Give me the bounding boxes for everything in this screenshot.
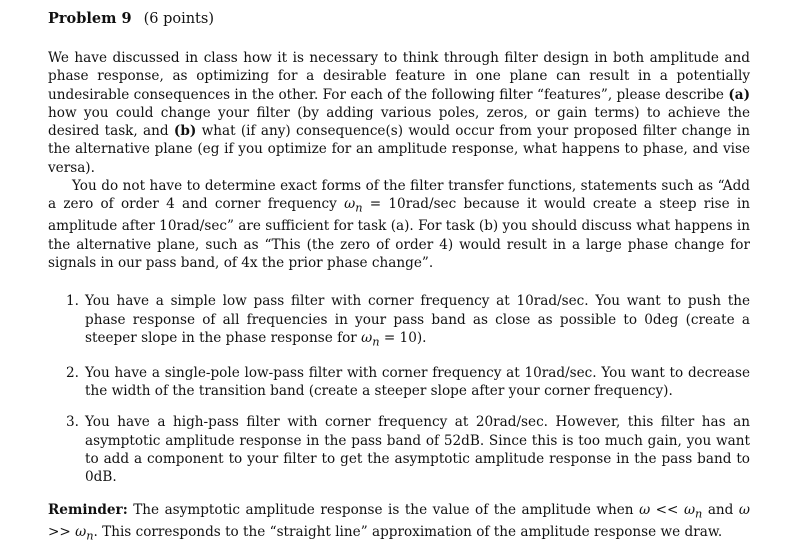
list-item-number: 2.: [66, 364, 79, 381]
task-a-label: (a): [728, 86, 750, 103]
omega-subscript: n: [355, 201, 363, 216]
omega-symbol: ω: [738, 501, 750, 518]
list-item: [48, 364, 750, 401]
list-item: [48, 413, 750, 486]
list-item-number: 3.: [66, 414, 79, 431]
omega-symbol: ω: [361, 329, 373, 346]
task-b-label: (b): [173, 123, 197, 140]
intro-text-part: how you could change your filter (by adding various poles, zeros, or gain terms) to achieve the desired task, and: [48, 104, 750, 140]
intro-text-part: what (if any) consequence(s) would occur from your proposed filter change in the alternative plane (eg if you optimize for an amplitude response, what happens to phase, and vise versa).: [48, 123, 750, 176]
problem-page: [48, 10, 750, 545]
omega-subscript: n: [372, 334, 380, 349]
problem-header: [48, 10, 750, 28]
instructions-text-part: You do not have to determine exact forms of the filter transfer functions, statements such as “Add a zero of order 4 and corner frequency: [48, 178, 750, 213]
reminder-text: . This corresponds to the “straight line” approximation of the amplitude response we draw.: [93, 523, 723, 540]
intro-text-part: We have discussed in class how it is necessary to think through filter design in both amplitude and phase response, as optimizing for a desirable feature in one plane can result in a potentially undesirable consequences in the other. For each of the following filter “features”, please describe: [48, 50, 750, 103]
problem-title: Problem 9: [48, 10, 132, 27]
reminder-paragraph: [48, 501, 750, 545]
list-item-text: You have a single-pole low-pass filter with corner frequency at 10rad/sec. You want to decrease the width of the transition band (create a steeper slope after your corner frequency).: [85, 364, 750, 400]
omega-symbol: ω: [75, 523, 87, 540]
omega-symbol: ω: [639, 501, 651, 518]
list-item-text: = 10).: [379, 329, 427, 346]
intro-paragraph: [48, 49, 750, 177]
reminder-text: The asymptotic amplitude response is the value of the amplitude when: [127, 501, 640, 518]
list-item-text: You have a high-pass filter with corner frequency at 20rad/sec. However, this filter has an asymptotic amplitude response in the pass band of 52dB. Since this is too much gain, you want to add a component to your filter to get the asymptotic amplitude response in the pass band to 0dB.: [85, 414, 750, 486]
omega-subscript: n: [695, 506, 703, 521]
list-item-text: You have a simple low pass filter with corner frequency at 10rad/sec. You want to push the phase response of all frequencies in your pass band as close as possible to 0deg (create a steeper slope in the phase response for: [85, 293, 750, 346]
omega-symbol: ω: [344, 196, 356, 213]
problem-points: (6 points): [143, 11, 214, 27]
list-item-number: 1.: [66, 293, 79, 310]
task-list: [48, 292, 750, 486]
reminder-label: Reminder:: [48, 501, 128, 518]
reminder-text: and: [702, 501, 739, 518]
instructions-text-part: = 10rad/sec because it would create a steep rise in amplitude after 10rad/sec” are sufficient for task (a). For task (b) you should discuss what happens in the alternative plane, such as “This (the zero of order 4) would result in a large phase change for signals in our pass band, of 4x the prior phase change”.: [48, 196, 750, 271]
list-item: [48, 292, 750, 351]
less-than-operator: <<: [650, 501, 684, 518]
greater-than-operator: >>: [48, 523, 76, 540]
instructions-paragraph: [48, 177, 750, 272]
omega-symbol: ω: [683, 501, 696, 518]
omega-subscript: n: [86, 528, 94, 543]
